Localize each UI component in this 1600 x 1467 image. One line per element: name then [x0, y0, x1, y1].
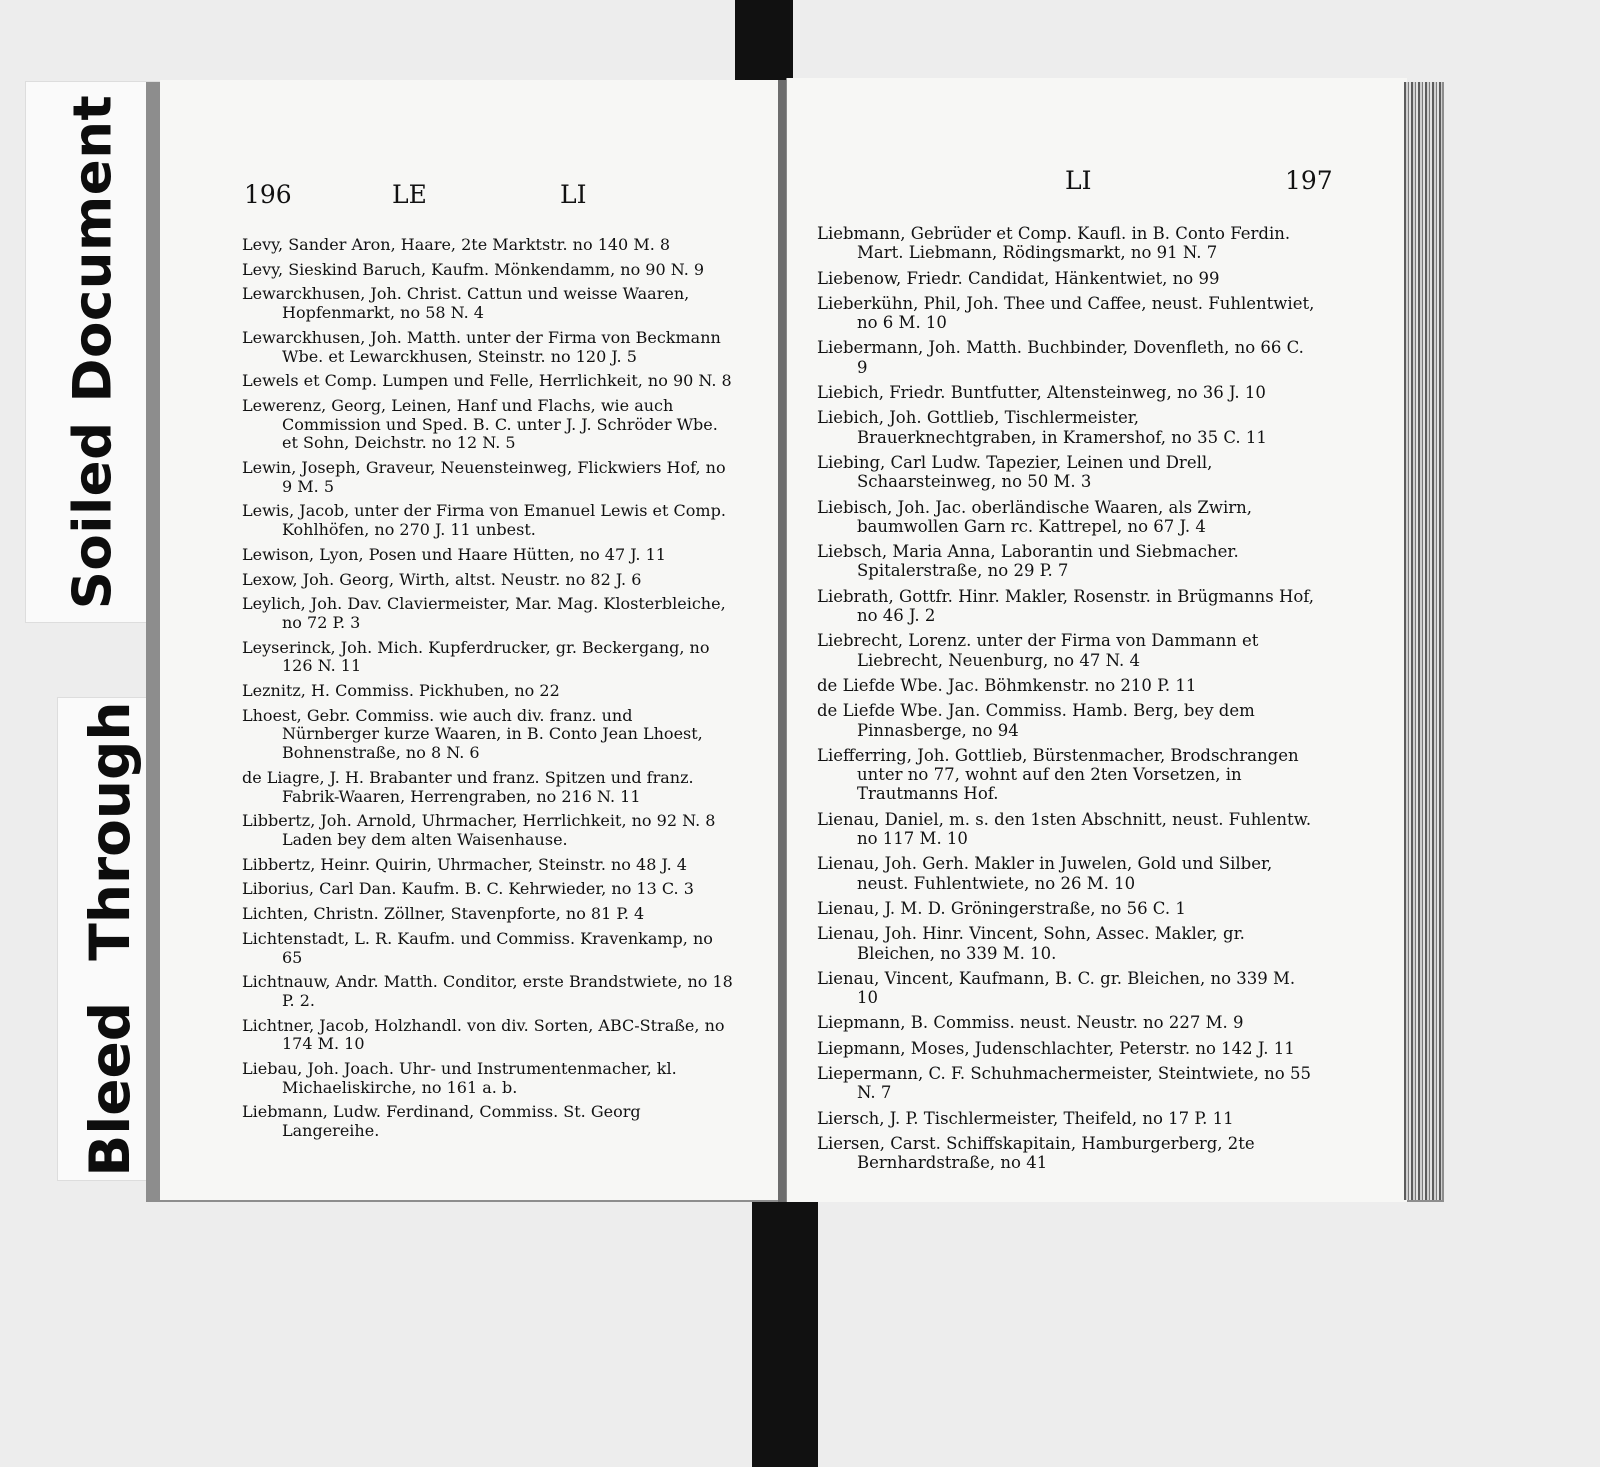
left-page-number: 196	[244, 180, 292, 209]
directory-entry: Leznitz, H. Commiss. Pickhuben, no 22	[242, 681, 560, 701]
directory-entry: Lewison, Lyon, Posen und Haare Hütten, no 47 J. 11	[242, 544, 666, 564]
directory-entry: de Liefde Wbe. Jan. Commiss. Hamb. Berg, bey dem Pinnasberge, no 94	[817, 701, 1255, 740]
left-running-head-le: LE	[392, 180, 427, 209]
directory-entry: Lienau, Vincent, Kaufmann, B. C. gr. Bleichen, no 339 M. 10	[817, 968, 1296, 1008]
directory-entry: Lewin, Joseph, Graveur, Neuensteinweg, Flickwiers Hof, no 9 M. 5	[242, 458, 726, 496]
page-block-edges	[1404, 82, 1442, 1200]
directory-entry: de Liagre, J. H. Brabanter und franz. Spitzen und franz. Fabrik-Waaren, Herrengraben, no 216 N. 11	[242, 767, 694, 806]
directory-entry: Liefferring, Joh. Gottlieb, Bürstenmacher, Brodschrangen unter no 77, wohnt auf den 2ten Vorsetzen, in Trautmanns Hof.	[817, 745, 1299, 804]
directory-entry: Lewels et Comp. Lumpen und Felle, Herrlichkeit, no 90 N. 8	[242, 371, 732, 391]
directory-entry: Liebmann, Ludw. Ferdinand, Commiss. St. Georg Langereihe.	[242, 1102, 641, 1141]
bleed-through-text: Bleed Through	[78, 701, 142, 1177]
soiled-document-label	[26, 82, 159, 622]
directory-entry: Liepmann, B. Commiss. neust. Neustr. no 227 M. 9	[817, 1013, 1244, 1033]
directory-entry: Liebenow, Friedr. Candidat, Hänkentwiet, no 99	[817, 268, 1220, 288]
directory-entry: Libbertz, Joh. Arnold, Uhrmacher, Herrlichkeit, no 92 N. 8 Laden bey dem alten Waisenhause.	[242, 811, 716, 849]
right-running-head-li: LI	[1065, 166, 1092, 195]
directory-entry: Lienau, J. M. D. Gröningerstraße, no 56 C. 1	[817, 898, 1186, 918]
soiled-document-text: Soiled Document	[62, 94, 123, 610]
directory-entry: Lichtner, Jacob, Holzhandl. von div. Sorten, ABC-Straße, no 174 M. 10	[242, 1015, 725, 1054]
directory-entry: Lexow, Joh. Georg, Wirth, altst. Neustr. no 82 J. 6	[242, 569, 642, 589]
book-gutter	[778, 80, 786, 1202]
right-entry-list	[817, 224, 1317, 1178]
binding-strap-bottom	[752, 1195, 818, 1467]
directory-entry: Levy, Sander Aron, Haare, 2te Marktstr. no 140 M. 8	[242, 235, 671, 254]
directory-entry: Libbertz, Heinr. Quirin, Uhrmacher, Steinstr. no 48 J. 4	[242, 854, 687, 874]
directory-entry: Liebrath, Gottfr. Hinr. Makler, Rosenstr. in Brügmanns Hof, no 46 J. 2	[817, 586, 1315, 626]
right-page	[786, 78, 1407, 1202]
directory-entry: Liebsch, Maria Anna, Laborantin und Siebmacher. Spitalerstraße, no 29 P. 7	[817, 542, 1239, 581]
directory-entry: Lienau, Joh. Gerh. Makler in Juwelen, Gold und Silber, neust. Fuhlentwiete, no 26 M. 10	[817, 854, 1273, 893]
directory-entry: Liersen, Carst. Schiffskapitain, Hamburgerberg, 2te Bernhardstraße, no 41	[817, 1133, 1255, 1173]
directory-entry: Liebermann, Joh. Matth. Buchbinder, Dovenfleth, no 66 C. 9	[817, 338, 1304, 377]
directory-entry: Liebmann, Gebrüder et Comp. Kaufl. in B. Conto Ferdin. Mart. Liebmann, Rödingsmarkt, no 91 N. 7	[817, 224, 1291, 263]
directory-entry: Lhoest, Gebr. Commiss. wie auch div. franz. und Nürnberger kurze Waaren, in B. Conto Jean Lhoest, Bohnenstraße, no 8 N. 6	[242, 705, 703, 763]
directory-entry: Liborius, Carl Dan. Kaufm. B. C. Kehrwieder, no 13 C. 3	[242, 879, 694, 899]
directory-entry: Liebich, Joh. Gottlieb, Tischlermeister, Brauerknechtgraben, in Kramershof, no 35 C. 11	[817, 408, 1267, 447]
directory-entry: Lieberkühn, Phil, Joh. Thee und Caffee, neust. Fuhlentwiet, no 6 M. 10	[817, 293, 1315, 333]
directory-entry: de Liefde Wbe. Jac. Böhmkenstr. no 210 P. 11	[817, 675, 1197, 695]
directory-entry: Liepermann, C. F. Schuhmachermeister, Steintwiete, no 55 N. 7	[817, 1063, 1311, 1103]
directory-entry: Leyserinck, Joh. Mich. Kupferdrucker, gr. Beckergang, no 126 N. 11	[242, 637, 710, 676]
directory-entry: Liebing, Carl Ludw. Tapezier, Leinen und Drell, Schaarsteinweg, no 50 M. 3	[817, 452, 1213, 492]
directory-entry: Liebau, Joh. Joach. Uhr- und Instrumentenmacher, kl. Michaeliskirche, no 161 a. b.	[242, 1059, 677, 1097]
directory-entry: Lichten, Christn. Zöllner, Stavenpforte, no 81 P. 4	[242, 904, 645, 924]
directory-entry: Lichtenstadt, L. R. Kaufm. und Commiss. Kravenkamp, no 65	[242, 928, 713, 967]
directory-entry: Liebrecht, Lorenz. unter der Firma von Dammann et Liebrecht, Neuenburg, no 47 N. 4	[817, 631, 1259, 670]
left-entry-list	[242, 236, 734, 1147]
right-page-number: 197	[1285, 166, 1333, 195]
directory-entry: Liebisch, Joh. Jac. oberländische Waaren, als Zwirn, baumwollen Garn rc. Kattrepel, no 67 J. 4	[817, 497, 1253, 536]
directory-entry: Lienau, Daniel, m. s. den 1sten Abschnitt, neust. Fuhlentw. no 117 M. 10	[817, 809, 1312, 849]
directory-entry: Lewarckhusen, Joh. Christ. Cattun und weisse Waaren, Hopfenmarkt, no 58 N. 4	[242, 284, 690, 323]
directory-entry: Leylich, Joh. Dav. Claviermeister, Mar. Mag. Klosterbleiche, no 72 P. 3	[242, 594, 726, 632]
directory-entry: Liepmann, Moses, Judenschlachter, Peterstr. no 142 J. 11	[817, 1038, 1295, 1058]
left-page	[160, 80, 779, 1200]
directory-entry: Lichtnauw, Andr. Matth. Conditor, erste Brandstwiete, no 18 P. 2.	[242, 972, 733, 1010]
directory-entry: Lienau, Joh. Hinr. Vincent, Sohn, Assec. Makler, gr. Bleichen, no 339 M. 10.	[817, 924, 1245, 963]
directory-entry: Lewerenz, Georg, Leinen, Hanf und Flachs, wie auch Commission und Sped. B. C. unter J. J. Schröder Wbe. et Sohn, Deichstr. no 12 N. 5	[242, 395, 718, 453]
directory-entry: Levy, Sieskind Baruch, Kaufm. Mönkendamm, no 90 N. 9	[242, 259, 705, 279]
directory-entry: Lewarckhusen, Joh. Matth. unter der Firma von Beckmann Wbe. et Lewarckhusen, Steinstr. no 120 J. 5	[242, 327, 721, 366]
directory-entry: Lewis, Jacob, unter der Firma von Emanuel Lewis et Comp. Kohlhöfen, no 270 J. 11 unbest.	[242, 501, 726, 540]
directory-entry: Liebich, Friedr. Buntfutter, Altensteinweg, no 36 J. 10	[817, 383, 1266, 403]
left-running-head-li: LI	[560, 180, 587, 209]
directory-entry: Liersch, J. P. Tischlermeister, Theifeld, no 17 P. 11	[817, 1108, 1234, 1128]
